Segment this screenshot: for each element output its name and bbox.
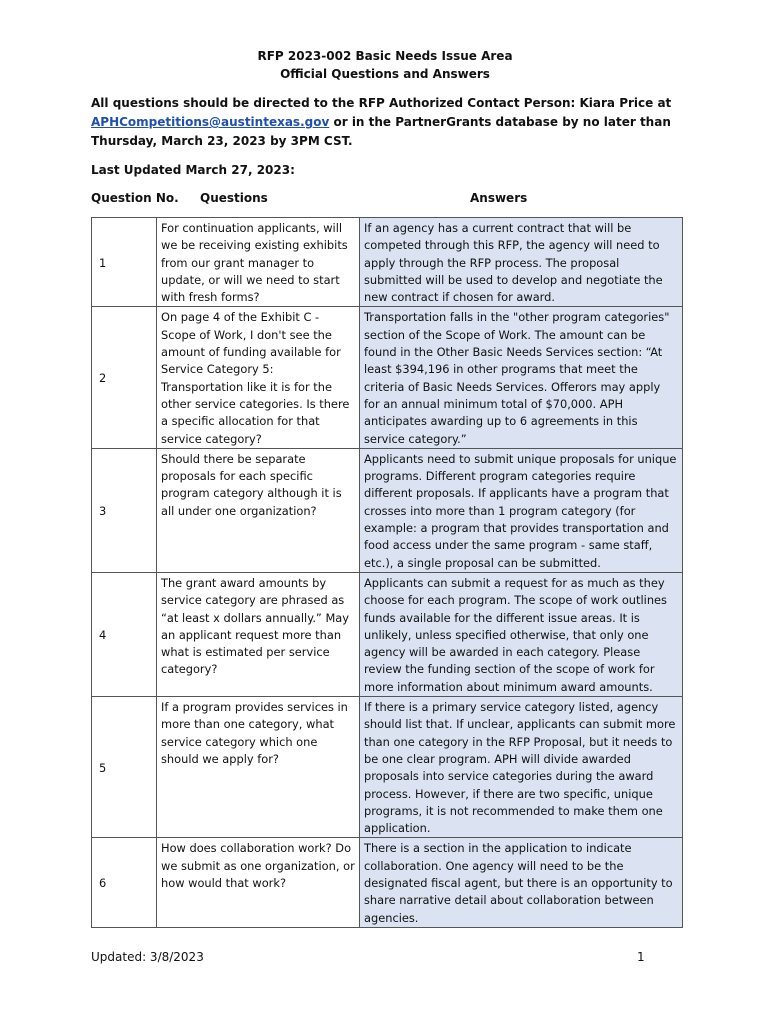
document-subtitle: Official Questions and Answers [280, 67, 490, 81]
footer-updated-date: Updated: 3/8/2023 [91, 950, 204, 964]
question-number: 2 [92, 307, 157, 448]
intro-paragraph [91, 94, 691, 151]
contact-email-link[interactable]: APHCompetitions@austintexas.gov [91, 115, 330, 129]
answer-cell: If an agency has a current contract that will be competed through this RFP, the agency will need to apply through the RFP process. The proposal submitted will be used to develop and negotiate the new contract if chosen for award. [360, 218, 683, 307]
question-number: 6 [92, 838, 157, 927]
intro-text-start: All questions should be directed to the RFP Authorized Contact Person: Kiara Price at [91, 96, 672, 110]
document-title: RFP 2023-002 Basic Needs Issue Area [257, 49, 513, 63]
qa-table [91, 217, 683, 928]
table-row [92, 572, 683, 696]
page-number: 1 [637, 950, 645, 964]
last-updated-text: Last Updated March 27, 2023: [91, 163, 295, 177]
table-row [92, 697, 683, 838]
answer-cell: If there is a primary service category listed, agency should list that. If unclear, applicants can submit more than one category in the RFP Proposal, but it needs to be one clear program. APH will divide awarded proposals into service categories during the award process. However, if there are two specific, unique programs, it is not recommended to make them one application. [360, 697, 683, 838]
question-number: 5 [92, 697, 157, 838]
answer-cell: There is a section in the application to indicate collaboration. One agency will need to be the designated fiscal agent, but there is an opportunity to share narrative detail about collaboration between agencies. [360, 838, 683, 927]
table-row [92, 218, 683, 307]
answer-cell: Applicants can submit a request for as much as they choose for each program. The scope of work outlines funds available for the different issue areas. It is unlikely, unless specified otherwise, that only one agency will be awarded in each category. Please review the funding section of the scope of work for more information about minimum award amounts. [360, 572, 683, 696]
column-header-answer: Answers [470, 191, 528, 205]
question-number: 3 [92, 448, 157, 572]
table-row [92, 448, 683, 572]
column-header-number: Question No. [91, 191, 179, 205]
column-header-question: Questions [200, 191, 268, 205]
question-cell: How does collaboration work? Do we submit as one organization, or how would that work? [157, 838, 360, 927]
answer-cell: Transportation falls in the "other program categories" section of the Scope of Work. The amount can be found in the Other Basic Needs Services section: “At least $394,196 in other programs that meet the criteria of Basic Needs Services. Offerors may apply for an annual minimum total of $70,000. APH anticipates awarding up to 6 agreements in this service category.” [360, 307, 683, 448]
question-cell: Should there be separate proposals for each specific program category although it is all under one organization? [157, 448, 360, 572]
question-cell: The grant award amounts by service category are phrased as “at least x dollars annually.” May an applicant request more than what is estimated per service category? [157, 572, 360, 696]
table-row [92, 838, 683, 927]
table-row [92, 307, 683, 448]
intro-text-end: or in the PartnerGrants database by no later than Thursday, March 23, 2023 by 3PM CST. [91, 115, 671, 148]
question-number: 1 [92, 218, 157, 307]
question-cell: For continuation applicants, will we be receiving existing exhibits from our grant manager to update, or will we need to start with fresh forms? [157, 218, 360, 307]
question-cell: If a program provides services in more than one category, what service category which one should we apply for? [157, 697, 360, 838]
question-number: 4 [92, 572, 157, 696]
answer-cell: Applicants need to submit unique proposals for unique programs. Different program categories require different proposals. If applicants have a program that crosses into more than 1 program category (for example: a program that provides transportation and food access under the same program - same staff, etc.), a single proposal can be submitted. [360, 448, 683, 572]
question-cell: On page 4 of the Exhibit C - Scope of Work, I don't see the amount of funding available for Service Category 5: Transportation like it is for the other service categories. Is there a specific allocation for that service category? [157, 307, 360, 448]
